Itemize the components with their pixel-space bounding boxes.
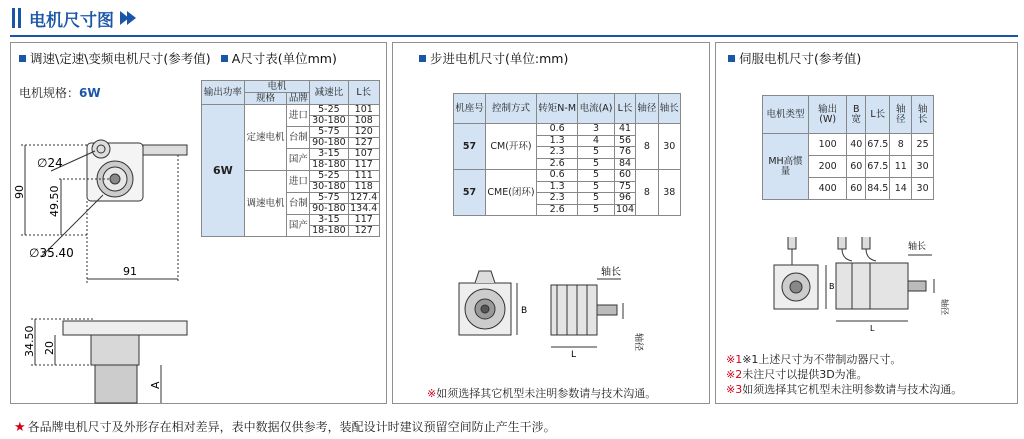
servo-table bbox=[762, 95, 934, 200]
section-header bbox=[12, 6, 138, 30]
ac-motor-drawing bbox=[11, 99, 199, 404]
label-b: B bbox=[829, 282, 835, 291]
panel1-title-b: A尺寸表(单位mm) bbox=[231, 51, 337, 66]
section-title: 电机尺寸图 bbox=[29, 10, 114, 31]
dim-a: A bbox=[149, 381, 162, 389]
cell-dia: 8 bbox=[636, 124, 658, 170]
servo-drawing bbox=[766, 229, 986, 339]
cell: 14 bbox=[890, 178, 912, 200]
cell: 84.5 bbox=[866, 178, 890, 200]
motor-spec-label: 电机规格： bbox=[19, 86, 80, 100]
panel2-title bbox=[419, 49, 568, 67]
cell-ratio: 5-25 bbox=[310, 105, 348, 116]
cell: 5 bbox=[578, 204, 614, 216]
label-shaft-len: 轴长 bbox=[601, 267, 621, 278]
th-power: 输出功率 bbox=[202, 81, 245, 105]
cell: 96 bbox=[614, 193, 635, 205]
cell-len: 38 bbox=[658, 170, 680, 216]
cell-l: 117 bbox=[348, 215, 380, 226]
cell-brand: 台制 bbox=[287, 127, 310, 149]
cell: 4 bbox=[578, 135, 614, 147]
th: 机座号 bbox=[454, 94, 486, 124]
dim-91: 91 bbox=[123, 265, 137, 278]
panel1-title-a: 调速\定速\变频电机尺寸(参考值) bbox=[30, 51, 211, 66]
th: B宽 bbox=[847, 96, 866, 134]
th: 电流(A) bbox=[578, 94, 614, 124]
cell: 30 bbox=[912, 178, 934, 200]
cell-brand: 国产 bbox=[287, 149, 310, 171]
dim-d24: ∅24 bbox=[37, 156, 63, 170]
servo-note-3: ※3如须选择其它机型未注明参数请与技术沟通。 bbox=[726, 383, 963, 396]
cell: 2.3 bbox=[536, 147, 577, 159]
stepper-table bbox=[453, 93, 681, 216]
panel3-title-text: 伺服电机尺寸(参考值) bbox=[739, 51, 862, 66]
th-ratio: 减速比 bbox=[310, 81, 348, 105]
th: 控制方式 bbox=[485, 94, 536, 124]
label-l: L bbox=[870, 324, 875, 333]
th: L长 bbox=[614, 94, 635, 124]
cell: 1.3 bbox=[536, 135, 577, 147]
cell: 5 bbox=[578, 147, 614, 159]
cell-l: 117 bbox=[348, 160, 380, 171]
dim-4950: 49.50 bbox=[48, 185, 61, 217]
cell-l: 134.4 bbox=[348, 204, 380, 215]
stepper-note: ※如须选择其它机型未注明参数请与技术沟通。 bbox=[427, 387, 657, 400]
stepper-drawing bbox=[451, 253, 651, 383]
star-icon: ★ bbox=[14, 420, 26, 435]
cell: 60 bbox=[847, 178, 866, 200]
cell-ratio: 30-180 bbox=[310, 116, 348, 127]
th-l: L长 bbox=[348, 81, 380, 105]
cell-l: 101 bbox=[348, 105, 380, 116]
cell-type: 定速电机 bbox=[244, 105, 287, 171]
bullet-square-icon bbox=[419, 55, 426, 62]
panel3-title bbox=[728, 49, 861, 67]
dim-20: 20 bbox=[43, 341, 56, 355]
th: 输出(W) bbox=[809, 96, 847, 134]
cell: 1.3 bbox=[536, 181, 577, 193]
cell: 5 bbox=[578, 181, 614, 193]
label-b: B bbox=[521, 306, 528, 316]
cell: 2.6 bbox=[536, 204, 577, 216]
motor-spec-value: 6W bbox=[79, 86, 101, 100]
cell: 30 bbox=[912, 156, 934, 178]
servo-note-2: ※2未注尺寸以提供3D为准。 bbox=[726, 368, 868, 381]
cell-l: 118 bbox=[348, 182, 380, 193]
cell-ratio: 3-15 bbox=[310, 149, 348, 160]
panel2-title-text: 步进电机尺寸(单位:mm) bbox=[430, 51, 569, 66]
cell-l: 127.4 bbox=[348, 193, 380, 204]
cell-brand: 进口 bbox=[287, 171, 310, 193]
a-size-table bbox=[201, 80, 380, 237]
th: L长 bbox=[866, 96, 890, 134]
cell: 75 bbox=[614, 181, 635, 193]
cell-ratio: 18-180 bbox=[310, 226, 348, 237]
cell: 76 bbox=[614, 147, 635, 159]
label-dia: 轴径 bbox=[633, 333, 643, 352]
cell: 67.5 bbox=[866, 134, 890, 156]
cell: 40 bbox=[847, 134, 866, 156]
cell: 11 bbox=[890, 156, 912, 178]
th-spec: 规格 bbox=[244, 93, 287, 105]
panel-stepper-motor bbox=[392, 42, 710, 404]
cell-ratio: 5-75 bbox=[310, 127, 348, 138]
th: 轴径 bbox=[890, 96, 912, 134]
th: 轴长 bbox=[658, 94, 680, 124]
th: 轴长 bbox=[912, 96, 934, 134]
panel-servo-motor bbox=[715, 42, 1018, 404]
cell-ratio: 3-15 bbox=[310, 215, 348, 226]
cell: 200 bbox=[809, 156, 847, 178]
dim-d35: ∅35.40 bbox=[29, 246, 74, 260]
th: 电机类型 bbox=[763, 96, 809, 134]
th-motor: 电机 bbox=[244, 81, 310, 93]
bullet-square-icon bbox=[728, 55, 735, 62]
footer-note bbox=[14, 418, 556, 435]
cell: 41 bbox=[614, 124, 635, 136]
cell: 5 bbox=[578, 158, 614, 170]
label-l: L bbox=[571, 350, 577, 360]
cell-ratio: 90-180 bbox=[310, 204, 348, 215]
header-rule bbox=[10, 35, 1018, 37]
servo-note-1: ※1※1上述尺寸为不带制动器尺寸。 bbox=[726, 353, 902, 366]
cell: 60 bbox=[614, 170, 635, 182]
cell: 60 bbox=[847, 156, 866, 178]
label-dia: 轴径 bbox=[940, 299, 949, 315]
cell-dia: 8 bbox=[636, 170, 658, 216]
cell: 84 bbox=[614, 158, 635, 170]
cell-l: 107 bbox=[348, 149, 380, 160]
cell: 2.6 bbox=[536, 158, 577, 170]
cell: 56 bbox=[614, 135, 635, 147]
cell-base: 57 bbox=[454, 124, 486, 170]
bullet-square-icon bbox=[221, 55, 228, 62]
cell-len: 30 bbox=[658, 124, 680, 170]
cell-l: 127 bbox=[348, 138, 380, 149]
cell-l: 127 bbox=[348, 226, 380, 237]
dim-90: 90 bbox=[13, 185, 26, 199]
cell-type: MH高惯量 bbox=[763, 134, 809, 200]
cell-l: 111 bbox=[348, 171, 380, 182]
cell: 5 bbox=[578, 170, 614, 182]
cell-ratio: 5-25 bbox=[310, 171, 348, 182]
cell-brand: 国产 bbox=[287, 215, 310, 237]
cell-mode: CM(开环) bbox=[485, 124, 536, 170]
panel-ac-motor bbox=[10, 42, 387, 404]
cell-l: 120 bbox=[348, 127, 380, 138]
cell: 104 bbox=[615, 203, 635, 215]
label-shaft-len: 轴长 bbox=[908, 242, 927, 252]
cell-type: 调速电机 bbox=[244, 171, 287, 237]
cell: 67.5 bbox=[866, 156, 890, 178]
cell: 2.3 bbox=[536, 193, 577, 205]
cell-l: 108 bbox=[348, 116, 380, 127]
cell-mode: CME(闭环) bbox=[485, 170, 536, 216]
th: 转矩N-M bbox=[536, 94, 577, 124]
cell: 25 bbox=[912, 134, 934, 156]
cell-brand: 进口 bbox=[287, 105, 310, 127]
panel1-title bbox=[19, 49, 337, 67]
cell: 0.6 bbox=[536, 170, 577, 182]
cell: 8 bbox=[890, 134, 912, 156]
cell-ratio: 30-180 bbox=[310, 182, 348, 193]
bullet-square-icon bbox=[19, 55, 26, 62]
cell-power: 6W bbox=[202, 105, 245, 237]
cell-ratio: 5-75 bbox=[310, 193, 348, 204]
cell-brand: 台制 bbox=[287, 193, 310, 215]
play-arrow-icon bbox=[120, 11, 138, 25]
dim-3450: 34.50 bbox=[23, 325, 36, 357]
th: 轴径 bbox=[636, 94, 658, 124]
footer-text: 各品牌电机尺寸及外形存在相对差异，表中数据仅供参考，装配设计时建议预留空间防止产生干涉。 bbox=[27, 420, 556, 434]
cell: 100 bbox=[809, 134, 847, 156]
cell-ratio: 18-180 bbox=[310, 160, 348, 171]
cell: 0.6 bbox=[536, 124, 577, 136]
cell: 3 bbox=[578, 124, 614, 136]
header-bars-icon bbox=[12, 8, 21, 28]
cell-base: 57 bbox=[454, 170, 486, 216]
th-brand: 品牌 bbox=[288, 92, 308, 104]
cell-ratio: 90-180 bbox=[310, 138, 348, 149]
cell: 5 bbox=[578, 193, 614, 205]
cell: 400 bbox=[809, 178, 847, 200]
